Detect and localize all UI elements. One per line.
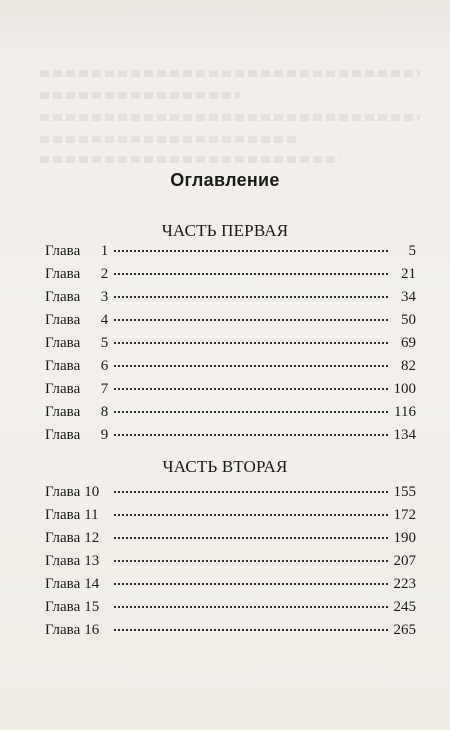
toc-entry[interactable] xyxy=(45,427,416,447)
toc-entry[interactable] xyxy=(45,507,416,527)
page-number: 34 xyxy=(401,289,416,305)
chapter-label: Глава xyxy=(45,507,81,523)
chapter-number: 1 xyxy=(100,243,109,259)
chapter-number: 3 xyxy=(100,289,109,305)
chapter-number: 12 xyxy=(84,530,100,546)
chapter-number: 5 xyxy=(100,335,109,351)
chapter-label: Глава xyxy=(45,381,81,397)
page-number: 155 xyxy=(393,484,416,500)
chapter-label: Глава xyxy=(45,243,81,259)
chapter-number: 11 xyxy=(84,507,99,523)
toc-entry[interactable] xyxy=(45,622,416,642)
bleed-through-line xyxy=(40,70,420,77)
chapter-number: 6 xyxy=(100,358,109,374)
chapter-label: Глава xyxy=(45,358,81,374)
dot-leader xyxy=(114,296,388,298)
page-number: 223 xyxy=(393,576,416,592)
chapter-label: Глава xyxy=(45,266,81,282)
bleed-through-line xyxy=(40,114,420,121)
chapter-label: Глава xyxy=(45,484,81,500)
chapter-number: 7 xyxy=(100,381,109,397)
dot-leader xyxy=(114,365,388,367)
page-number: 172 xyxy=(393,507,416,523)
chapter-number: 4 xyxy=(100,312,109,328)
bleed-through-line xyxy=(40,156,340,163)
chapter-label: Глава xyxy=(45,530,81,546)
page-number: 21 xyxy=(401,266,416,282)
dot-leader xyxy=(114,273,388,275)
toc-entry[interactable] xyxy=(45,266,416,286)
dot-leader xyxy=(114,514,387,516)
chapter-label: Глава xyxy=(45,335,81,351)
page-number: 82 xyxy=(401,358,416,374)
chapter-label: Глава xyxy=(45,289,81,305)
toc-entry[interactable] xyxy=(45,553,416,573)
dot-leader xyxy=(114,250,388,252)
page-number: 265 xyxy=(393,622,416,638)
dot-leader xyxy=(114,434,387,436)
toc-entry[interactable] xyxy=(45,358,416,378)
chapter-number: 15 xyxy=(84,599,100,615)
dot-leader xyxy=(114,411,388,413)
page-number: 50 xyxy=(401,312,416,328)
page-number: 134 xyxy=(393,427,416,443)
dot-leader xyxy=(114,491,387,493)
chapter-number: 14 xyxy=(84,576,100,592)
toc-entry[interactable] xyxy=(45,404,416,424)
toc-entry[interactable] xyxy=(45,599,416,619)
bleed-through-line xyxy=(40,92,240,99)
chapter-label: Глава xyxy=(45,312,81,328)
dot-leader xyxy=(114,629,387,631)
toc-entry[interactable] xyxy=(45,312,416,332)
chapter-label: Глава xyxy=(45,427,81,443)
dot-leader xyxy=(114,537,387,539)
toc-heading: Оглавление xyxy=(170,170,280,190)
toc-entry[interactable] xyxy=(45,243,416,263)
toc-entry[interactable] xyxy=(45,576,416,596)
page-number: 100 xyxy=(393,381,416,397)
page-number: 207 xyxy=(393,553,416,569)
part-two-title: ЧАСТЬ ВТОРАЯ xyxy=(162,457,288,476)
page-number: 245 xyxy=(393,599,416,615)
page-number: 116 xyxy=(394,404,416,420)
dot-leader xyxy=(114,319,388,321)
dot-leader xyxy=(114,583,387,585)
chapter-number: 8 xyxy=(100,404,109,420)
toc-entry[interactable] xyxy=(45,335,416,355)
chapter-number: 16 xyxy=(84,622,100,638)
toc-entry[interactable] xyxy=(45,289,416,309)
dot-leader xyxy=(114,560,387,562)
chapter-label: Глава xyxy=(45,622,81,638)
chapter-number: 13 xyxy=(84,553,100,569)
toc-entry[interactable] xyxy=(45,381,416,401)
page-number: 69 xyxy=(401,335,416,351)
bleed-through-line xyxy=(40,136,300,143)
page-number: 5 xyxy=(408,243,416,259)
dot-leader xyxy=(114,388,387,390)
chapter-label: Глава xyxy=(45,404,81,420)
chapter-number: 10 xyxy=(84,484,100,500)
chapter-number: 2 xyxy=(100,266,109,282)
part-one-title: ЧАСТЬ ПЕРВАЯ xyxy=(161,221,289,240)
chapter-label: Глава xyxy=(45,576,81,592)
dot-leader xyxy=(114,606,387,608)
toc-entry[interactable] xyxy=(45,530,416,550)
toc-entry[interactable] xyxy=(45,484,416,504)
chapter-label: Глава xyxy=(45,599,81,615)
chapter-number: 9 xyxy=(100,427,109,443)
chapter-label: Глава xyxy=(45,553,81,569)
dot-leader xyxy=(114,342,388,344)
page-number: 190 xyxy=(393,530,416,546)
